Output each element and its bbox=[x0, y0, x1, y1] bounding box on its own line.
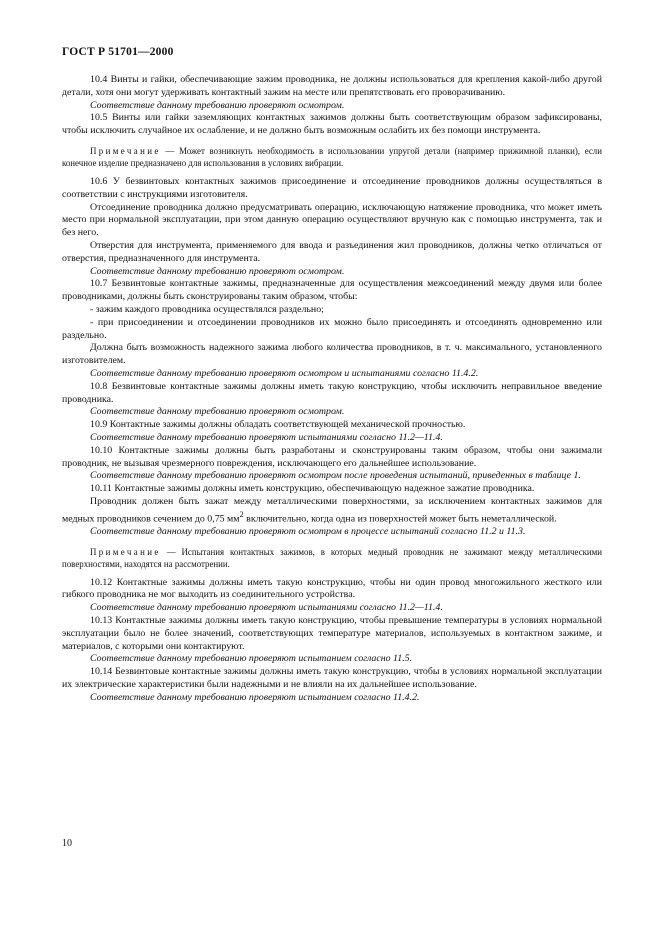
compliance-check: Соответствие данному требованию проверяют осмотром и испытаниями согласно 11.4.2. bbox=[90, 367, 479, 379]
list-item: - при присоединении и отсоединении проводников их можно было присоединять и отсоединять одновременно или раздельно. bbox=[62, 316, 602, 341]
page-number: 10 bbox=[62, 838, 72, 849]
paragraph: Отсоединение проводника должно предусматривать операцию, исключающую натяжение проводника, что может иметь место при нормальной эксплуатации, при этом данную операцию осуществляют вручную как с помощью инструмента, так и без него. bbox=[62, 201, 602, 239]
compliance-check: Соответствие данному требованию проверяют осмотром после проведения испытаний, приведенных в таблице 1. bbox=[90, 470, 581, 482]
compliance-check: Соответствие данному требованию проверяют испытанием согласно 11.4.2. bbox=[90, 691, 420, 703]
compliance-check: Соответствие данному требованию проверяют испытанием согласно 11.5. bbox=[90, 653, 413, 665]
clause-10-11: 10.11 Контактные зажимы должны иметь конструкцию, обеспечивающую надежное зажатие проводника. bbox=[90, 483, 535, 495]
clause-10-10: 10.10 Контактные зажимы должны быть разработаны и сконструированы таким образом, чтобы они зажимали проводник, не вызывая чрезмерного повреждения, исключающего его дальнейшее использование. bbox=[62, 444, 602, 469]
note-label: Примечание bbox=[90, 145, 161, 156]
clause-10-6: 10.6 У безвинтовых контактных зажимов присоединение и отсоединение проводников должны осуществляться в соответствии с инструкциями изготовителя. bbox=[62, 175, 602, 200]
clause-10-5: 10.5 Винты или гайки заземляющих контактных зажимов должны быть соответствующим образом зафиксированы, чтобы исключить случайное их ослабление, и не должно быть возможным ослабить их без помощи инструмента. bbox=[62, 112, 602, 137]
compliance-check: Соответствие данному требованию проверяют испытаниями согласно 11.2—11.4. bbox=[90, 431, 443, 443]
clause-10-8: 10.8 Безвинтовые контактные зажимы должны иметь такую конструкцию, чтобы исключить неправильное введение проводника. bbox=[62, 380, 602, 405]
clause-10-7: 10.7 Безвинтовые контактные зажимы, предназначенные для осуществления межсоединений между двумя или более проводниками, должны быть сконструированы таким образом, чтобы: bbox=[62, 278, 602, 303]
clause-10-9: 10.9 Контактные зажимы должны обладать соответствующей механической прочностью. bbox=[90, 419, 466, 431]
compliance-check: Соответствие данному требованию проверяют осмотром в процессе испытаний согласно 11.2 и 11.3. bbox=[90, 525, 526, 537]
note-label: Примечание bbox=[90, 546, 161, 557]
paragraph bbox=[62, 496, 602, 526]
compliance-check: Соответствие данному требованию проверяют осмотром. bbox=[90, 406, 345, 418]
paragraph: Отверстия для инструмента, применяемого для ввода и разъединения жил проводников, должны четко отличаться от отверстия, предназначенного для инструмента. bbox=[62, 239, 602, 264]
compliance-check: Соответствие данному требованию проверяют осмотром. bbox=[90, 265, 345, 277]
list-item: - зажим каждого проводника осуществлялся раздельно; bbox=[90, 303, 324, 315]
note-text: — Может возникнуть необходимость в использовании упругой детали (например прижимной планки), если конечное изделие предназначено для использования в условиях вибрации. bbox=[62, 145, 602, 168]
document-body bbox=[62, 74, 602, 705]
text-run: включительно, когда одна из поверхностей может быть неметаллической. bbox=[243, 513, 557, 524]
text-run: Проводник должен быть зажат между металлическими поверхностями, за исключением контактных зажимов для медных проводников сечением до 0,75 мм bbox=[62, 495, 602, 524]
compliance-check: Соответствие данному требованию проверяют осмотром. bbox=[90, 99, 345, 111]
note-1 bbox=[62, 145, 602, 169]
superscript: 2 bbox=[239, 509, 244, 519]
clause-10-13: 10.13 Контактные зажимы должны иметь такую конструкцию, чтобы превышение температуры в условиях нормальной эксплуатации было не более значений, соответствующих температуре материалов, используемых в контактном зажиме, и материалов, с которыми они контактируют. bbox=[62, 614, 602, 652]
clause-10-12: 10.12 Контактные зажимы должны иметь такую конструкцию, чтобы ни один провод многожильного жесткого или гибкого проводника не мог выходить из соединительного устройства. bbox=[62, 576, 602, 601]
clause-10-4: 10.4 Винты и гайки, обеспечивающие зажим проводника, не должны использоваться для крепления какой-либо другой детали, хотя они могут удерживать контактный зажим на месте или препятствовать его проворачиванию. bbox=[62, 74, 602, 98]
paragraph: Должна быть возможность надежного зажима любого количества проводников, в т. ч. максимального, установленного изготовителем. bbox=[62, 342, 602, 367]
document-code-header: ГОСТ Р 51701—2000 bbox=[62, 46, 174, 58]
note-2 bbox=[62, 546, 602, 570]
note-text: — Испытания контактных зажимов, в которых медный проводник не зажимают между металлическими поверхностями, находятся на рассмотрении. bbox=[62, 546, 602, 569]
clause-10-14: 10.14 Безвинтовые контактные зажимы должны иметь такую конструкцию, чтобы в условиях нормальной эксплуатации их электрические характеристики были надежными и не влияли на их дальнейшее использование. bbox=[62, 666, 602, 690]
compliance-check: Соответствие данному требованию проверяют испытаниями согласно 11.2—11.4. bbox=[90, 602, 443, 614]
